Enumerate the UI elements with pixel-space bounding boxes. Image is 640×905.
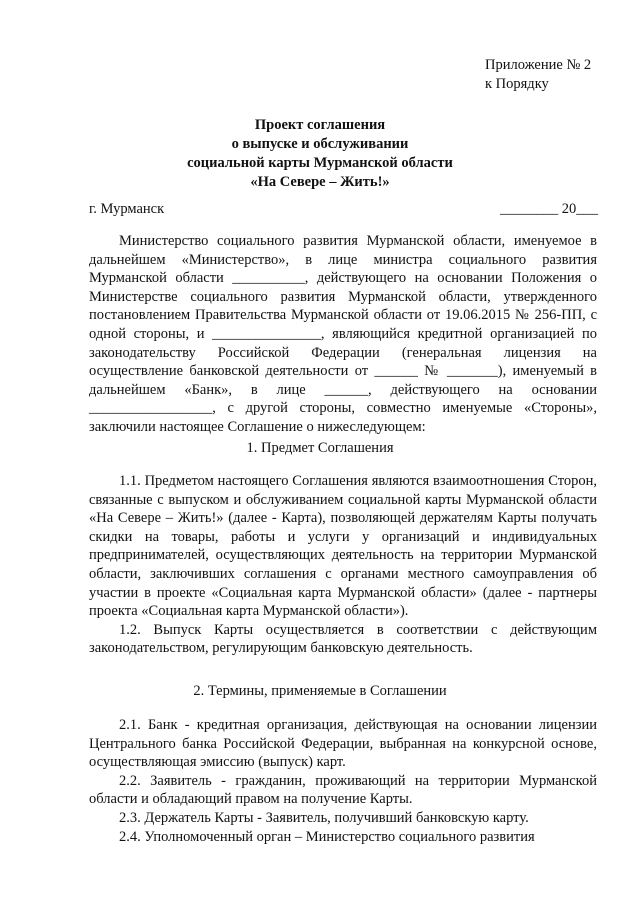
title-line-3: социальной карты Мурманской области: [187, 155, 453, 171]
document-title: [0, 116, 640, 192]
title-line-4: «На Севере – Жить!»: [250, 174, 390, 190]
date-field: ________ 20___: [500, 201, 598, 217]
appendix-line-1: Приложение № 2: [485, 57, 592, 73]
preamble-block: [89, 232, 597, 437]
title-line-1: Проект соглашения: [254, 117, 386, 133]
clause-2-4: 2.4. Уполномоченный орган – Министерство социального развития: [119, 828, 535, 845]
section-1-body: [89, 472, 597, 658]
appendix-line-2: к Порядку: [485, 76, 549, 92]
clause-2-2: 2.2. Заявитель - гражданин, проживающий на территории Мурманской области и обладающий правом на получение Карты.: [89, 772, 597, 808]
appendix-reference: [485, 56, 591, 94]
clause-1-1: 1.1. Предметом настоящего Соглашения являются взаимоотношения Сторон, связанные с выпуском и обслуживанием социальной карты Мурманской области «На Севере – Жить!» (далее - Карта), позволяющей держателям Карты получать скидки на товары, работы и услуги у организаций и индивидуальных предпринимателей, осуществляющих деятельность на территории Мурманской области, заключивших соглашения с органами местного самоуправления об участии в проекте «Социальная карта Мурманской области» (далее - партнеры проекта «Социальная карта Мурманской области»).: [89, 473, 597, 620]
title-line-2: о выпуске и обслуживании: [231, 136, 409, 152]
preamble-paragraph: Министерство социального развития Мурманской области, именуемое в дальнейшем «Министерство», в лице министра социального развития Мурманской области __________, действующего на основании Положения о Министерстве социального развития Мурманской области, утвержденного постановлением Правительства Мурманской области от 19.06.2015 № 256-ПП, с одной стороны, и _______________, являющийся кредитной организацией по законодательству Российской Федерации (генеральная лицензия на осуществление банковской деятельности от ______ № _______), именуемый в дальнейшем «Банк», в лице ______, действующего на основании _________________, с другой стороны, совместно именуемые «Стороны», заключили настоящее Соглашение о нижеследующем:: [89, 233, 597, 435]
section-2-heading: 2. Термины, применяемые в Соглашении: [193, 683, 447, 699]
section-2-body: [89, 716, 597, 846]
clause-2-1: 2.1. Банк - кредитная организация, действующая на основании лицензии Центрального банка Российской Федерации, выбранная на конкурсной основе, осуществляющая эмиссию (выпуск) карт.: [89, 717, 597, 771]
place: г. Мурманск: [89, 201, 165, 217]
section-1-heading: 1. Предмет Соглашения: [246, 440, 394, 456]
clause-1-2: 1.2. Выпуск Карты осуществляется в соответствии с действующим законодательством, регулирующим банковскую деятельность.: [89, 621, 597, 657]
clause-2-3: 2.3. Держатель Карты - Заявитель, получивший банковскую карту.: [119, 809, 529, 826]
